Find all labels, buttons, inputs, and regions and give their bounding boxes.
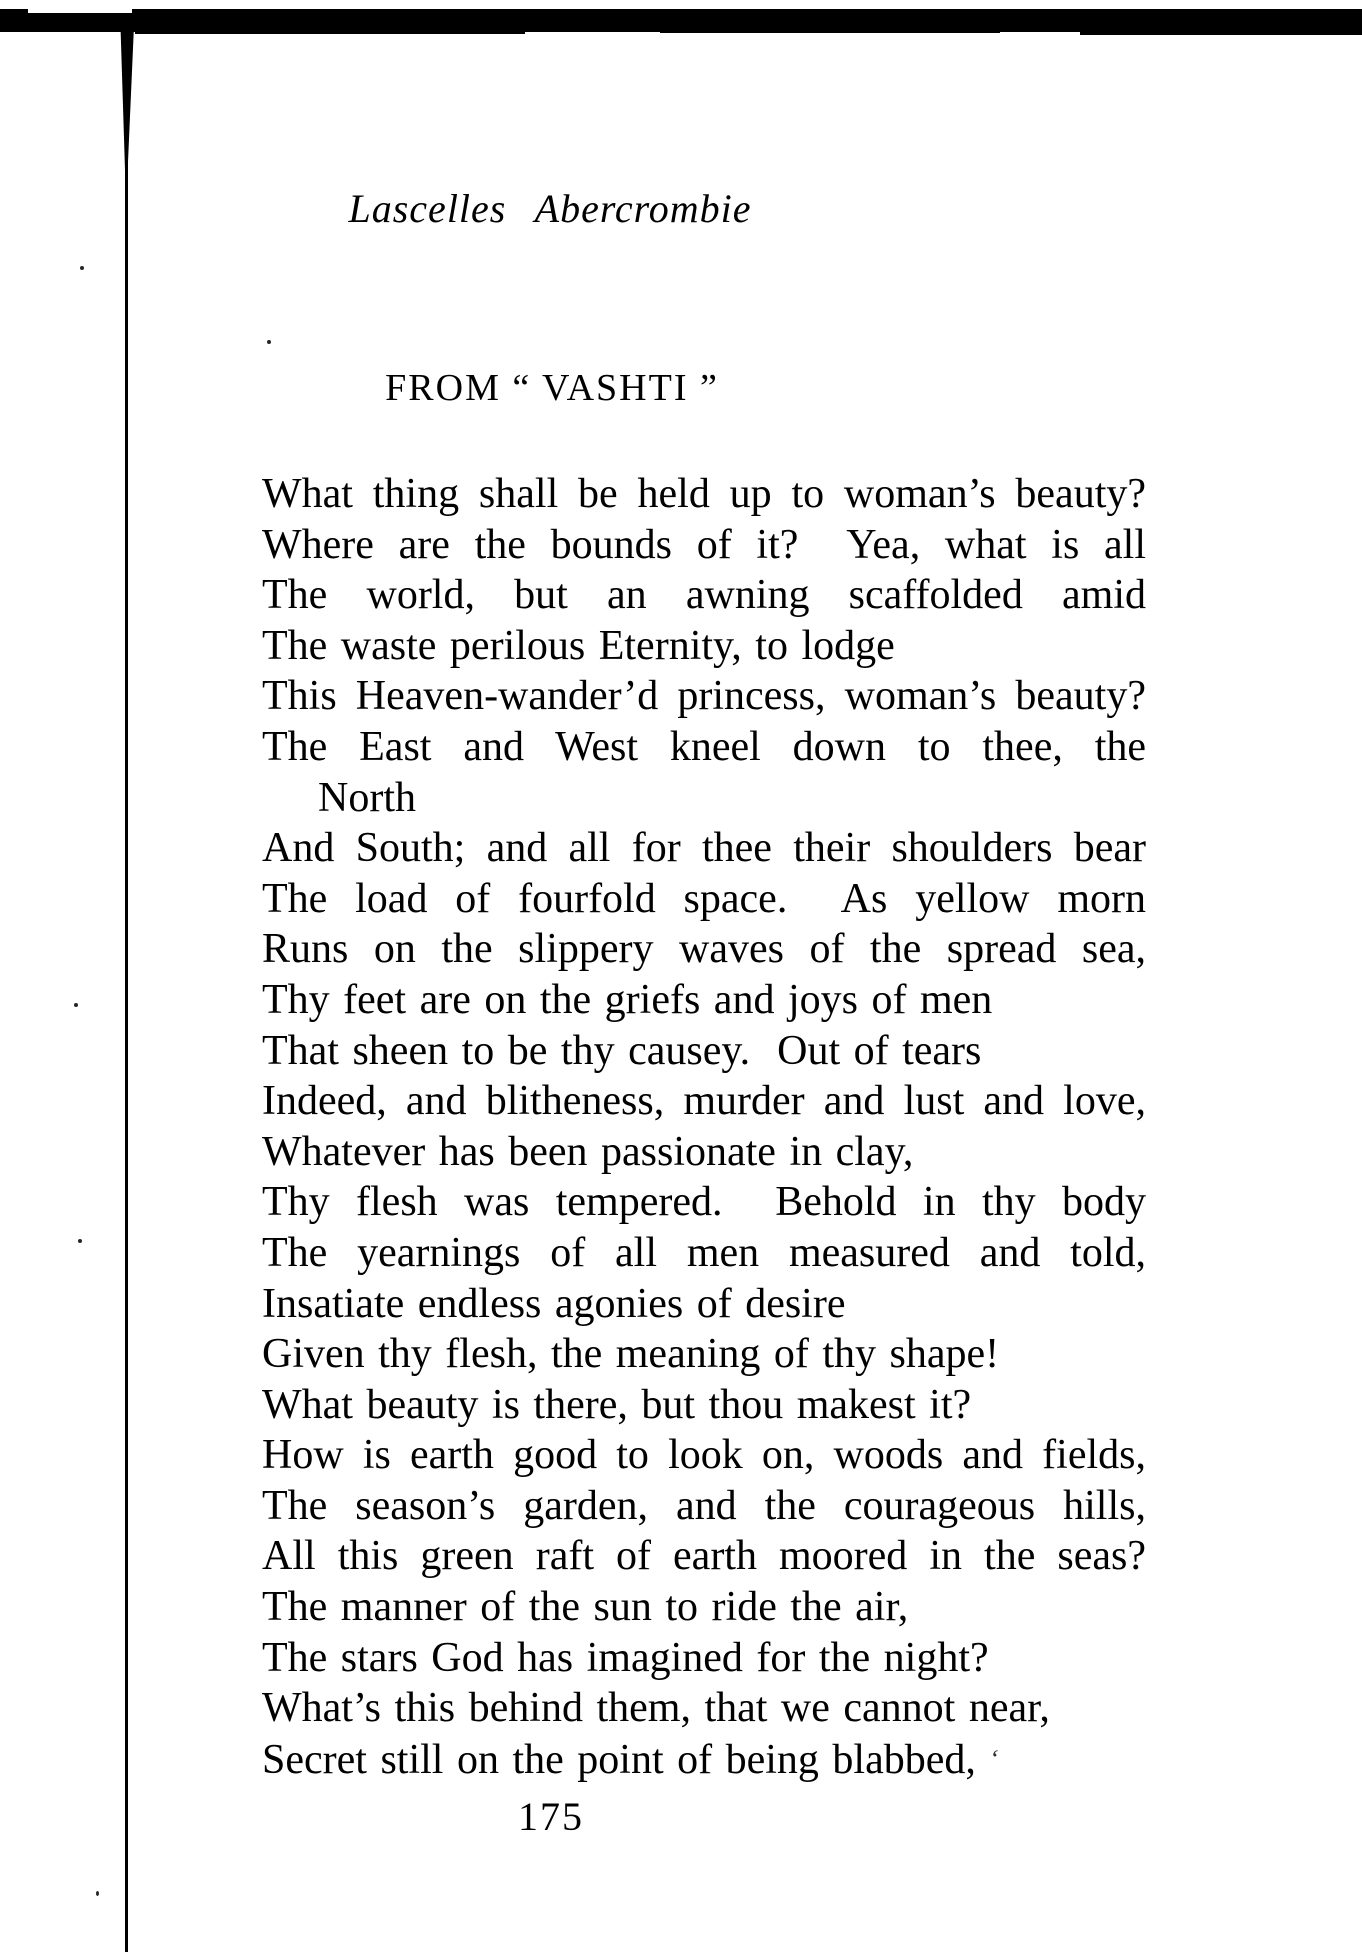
poem-line: The world, but an awning scaffolded amid <box>262 572 1146 619</box>
poem-line: This Heaven-wander’d princess, woman’s beauty? <box>262 673 1146 720</box>
scan-artifact <box>660 31 1000 33</box>
poem-line: Secret still on the point of being blabbed, ʻ <box>262 1734 1146 1786</box>
poem-line: How is earth good to look on, woods and fields, <box>262 1432 1146 1479</box>
author-header: Lascelles Abercrombie <box>348 186 752 231</box>
poem-line: And South; and all for thee their shoulders bear <box>262 825 1146 872</box>
poem-body <box>262 469 1146 1785</box>
poem-line: North <box>318 774 416 821</box>
poem-line: Whatever has been passionate in clay, <box>262 1128 914 1175</box>
ink-speck <box>267 340 271 344</box>
ink-speck <box>96 1891 99 1896</box>
poem-line: The load of fourfold space. As yellow morn <box>262 875 1146 922</box>
page-number: 175 <box>518 1794 584 1839</box>
poem-title: FROM “ VASHTI ” <box>385 367 719 409</box>
poem-line: Indeed, and blitheness, murder and lust and love, <box>262 1078 1146 1125</box>
page-gutter-shadow <box>114 30 136 170</box>
poem-line: What thing shall be held up to woman’s beauty? <box>262 471 1146 517</box>
poem-line: What’s this behind them, that we cannot near, <box>262 1685 1050 1732</box>
poem-line: Given thy flesh, the meaning of thy shape! <box>262 1331 1000 1378</box>
poem-line: Thy feet are on the griefs and joys of men <box>262 976 993 1023</box>
ink-speck <box>78 1239 82 1243</box>
poem-line: The yearnings of all men measured and told, <box>262 1229 1146 1276</box>
poem-line: The East and West kneel down to thee, the <box>262 723 1146 770</box>
ink-speck: ʻ <box>987 1743 1001 1774</box>
poem-line: Runs on the slippery waves of the spread sea, <box>262 926 1146 973</box>
poem-line: The waste perilous Eternity, to lodge <box>262 622 895 669</box>
poem-line: The manner of the sun to ride the air, <box>262 1584 909 1631</box>
scan-artifact <box>28 9 132 13</box>
scan-top-edge-artifact <box>0 9 1362 32</box>
poem-line: Where are the bounds of it? Yea, what is all <box>262 521 1146 568</box>
poem-line: All this green raft of earth moored in the seas? <box>262 1533 1146 1580</box>
poem-line: Thy flesh was tempered. Behold in thy body <box>262 1179 1146 1226</box>
ink-speck <box>80 266 84 270</box>
page-gutter-line <box>125 150 128 1952</box>
poem-line: That sheen to be thy causey. Out of tears <box>262 1027 982 1074</box>
poem-line: Insatiate endless agonies of desire <box>262 1280 846 1327</box>
poem-line: What beauty is there, but thou makest it? <box>262 1381 972 1428</box>
scan-artifact <box>1080 31 1362 35</box>
poem-line: The season’s garden, and the courageous hills, <box>262 1482 1146 1529</box>
scan-artifact <box>135 31 525 34</box>
ink-speck <box>74 1003 78 1007</box>
poem-line: The stars God has imagined for the night? <box>262 1634 989 1681</box>
